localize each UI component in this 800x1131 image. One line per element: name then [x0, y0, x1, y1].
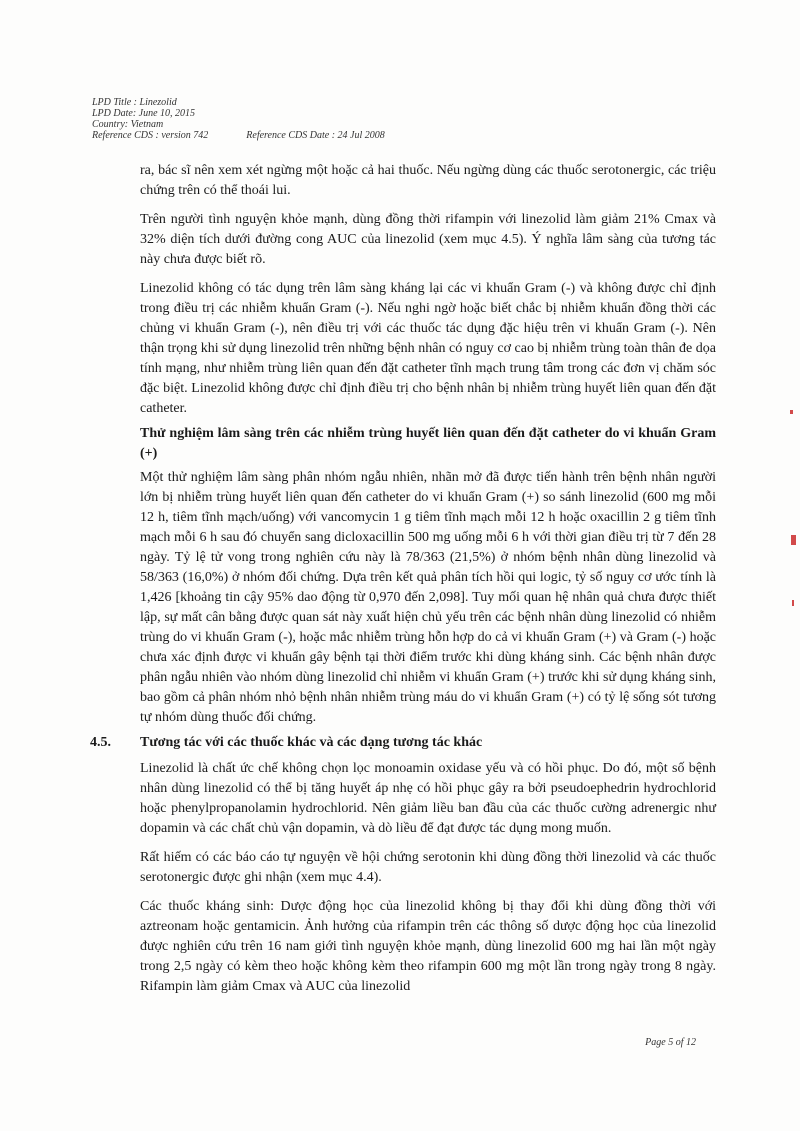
- paragraph-4: Một thử nghiệm lâm sàng phân nhóm ngẫu nhiên, nhãn mở đã được tiến hành trên bệnh nhân người lớn bị nhiễm trùng huyết liên quan đến catheter do vi khuẩn Gram (+) so sánh linezolid (600 mg mỗi 12 h, tiêm tĩnh mạch/uống) với vancomycin 1 g tiêm tĩnh mạch mỗi 12 h hoặc oxacillin 2 g tiêm tĩnh mạch mỗi 6 h sau đó chuyển sang dicloxacillin 500 mg uống mỗi 6 h với thời gian điều trị từ 7 đến 28 ngày. Tỷ lệ tử vong trong nghiên cứu này là 78/363 (21,5%) ở nhóm bệnh nhân dùng linezolid và 58/363 (16,0%) ở nhóm đối chứng. Dựa trên kết quả phân tích hồi qui logic, tỷ số nguy cơ ước tính là 1,426 [khoảng tin cậy 95% dao động từ 0,970 đến 2,098]. Tuy mối quan hệ nhân quả chưa được thiết lập, sự mất cân bằng được quan sát này xuất hiện chủ yếu trên các bệnh nhân dùng linezolid có nhiễm trùng do vi khuẩn Gram (-), hoặc mắc nhiễm trùng hỗn hợp do cả vi khuẩn Gram (+) và Gram (-) hoặc chưa xác định được vi khuẩn gây bệnh tại thời điểm trước khi dùng kháng sinh. Các bệnh nhân được phân ngẫu nhiên vào nhóm dùng linezolid chỉ nhiễm vi khuẩn Gram (+) trước khi sử dụng kháng sinh, bao gồm cả phân nhóm nhỏ bệnh nhân nhiễm trùng máu do vi khuẩn Gram (+) có tỷ lệ sống sót tương tự nhóm dùng thuốc đối chứng.: [140, 470, 716, 725]
- trial-subheading: Thử nghiệm lâm sàng trên các nhiễm trùng huyết liên quan đến đặt catheter do vi khuẩn Gram (+): [140, 426, 716, 461]
- section-title: Tương tác với các thuốc khác và các dạng tương tác khác: [140, 735, 483, 750]
- section-heading: [90, 733, 716, 753]
- paragraph-1: ra, bác sĩ nên xem xét ngừng một hoặc cả hai thuốc. Nếu ngừng dùng các thuốc serotonergic, các triệu chứng trên có thể thoái lui.: [140, 163, 716, 198]
- lpd-title: LPD Title : Linezolid: [92, 97, 177, 108]
- scan-mark: [792, 600, 794, 606]
- scan-mark: [791, 535, 796, 545]
- document-body: [90, 161, 716, 1006]
- paragraph-5: Linezolid là chất ức chế không chọn lọc monoamin oxidase yếu và có hồi phục. Do đó, một số bệnh nhân dùng linezolid có thể bị tăng huyết áp nhẹ có hồi phục gây ra bởi pseudoephedrin hydrochlorid hoặc phenylpropanolamin hydrochlorid. Nên giảm liều ban đầu của các thuốc cường adrenergic như dopamin và các chất chủ vận dopamin, và dò liều để đạt được tác dụng mong muốn.: [140, 761, 716, 836]
- scan-mark: [790, 410, 793, 414]
- reference-cds: Reference CDS : version 742: [92, 130, 209, 141]
- lpd-date: LPD Date: June 10, 2015: [92, 108, 196, 119]
- paragraph-2: Trên người tình nguyện khỏe mạnh, dùng đồng thời rifampin với linezolid làm giảm 21% Cmax và 32% diện tích dưới đường cong AUC của linezolid (xem mục 4.5). Ý nghĩa lâm sàng của tương tác này chưa được biết rõ.: [140, 212, 716, 267]
- reference-cds-date: Reference CDS Date : 24 Jul 2008: [246, 130, 385, 141]
- document-header: [92, 97, 385, 141]
- paragraph-3: Linezolid không có tác dụng trên lâm sàng kháng lại các vi khuẩn Gram (-) và không được chỉ định trong điều trị các nhiễm khuẩn Gram (-). Nếu nghi ngờ hoặc biết chắc bị nhiễm khuẩn đồng thời các chủng vi khuẩn Gram (-), nên điều trị với các thuốc tác dụng đặc hiệu trên vi khuẩn Gram (-). Nên thận trọng khi sử dụng linezolid trên những bệnh nhân có nguy cơ cao bị nhiễm trùng toàn thân đe dọa tính mạng, như nhiễm trùng liên quan đến đặt catheter tĩnh mạch trung tâm trong các đơn vị chăm sóc đặc biệt. Linezolid không được chỉ định điều trị cho bệnh nhân bị nhiễm trùng huyết liên quan đến đặt catheter.: [140, 281, 716, 416]
- page-number: Page 5 of 12: [645, 1037, 696, 1048]
- paragraph-7: Các thuốc kháng sinh: Dược động học của linezolid không bị thay đổi khi dùng đồng thời với aztreonam hoặc gentamicin. Ảnh hưởng của rifampin trên các thông số dược động học của linezolid được nghiên cứu trên 16 nam giới tình nguyện khỏe mạnh, dùng linezolid 600 mg hai lần một ngày trong 2,5 ngày có kèm theo hoặc không kèm theo rifampin 600 mg một lần trong ngày trong 8 ngày. Rifampin làm giảm Cmax và AUC của linezolid: [140, 899, 716, 994]
- paragraph-6: Rất hiếm có các báo cáo tự nguyện về hội chứng serotonin khi dùng đồng thời linezolid và các thuốc serotonergic được ghi nhận (xem mục 4.4).: [140, 850, 716, 885]
- section-number: 4.5.: [90, 735, 111, 750]
- reference-row: [92, 130, 385, 141]
- country: Country: Vietnam: [92, 119, 164, 130]
